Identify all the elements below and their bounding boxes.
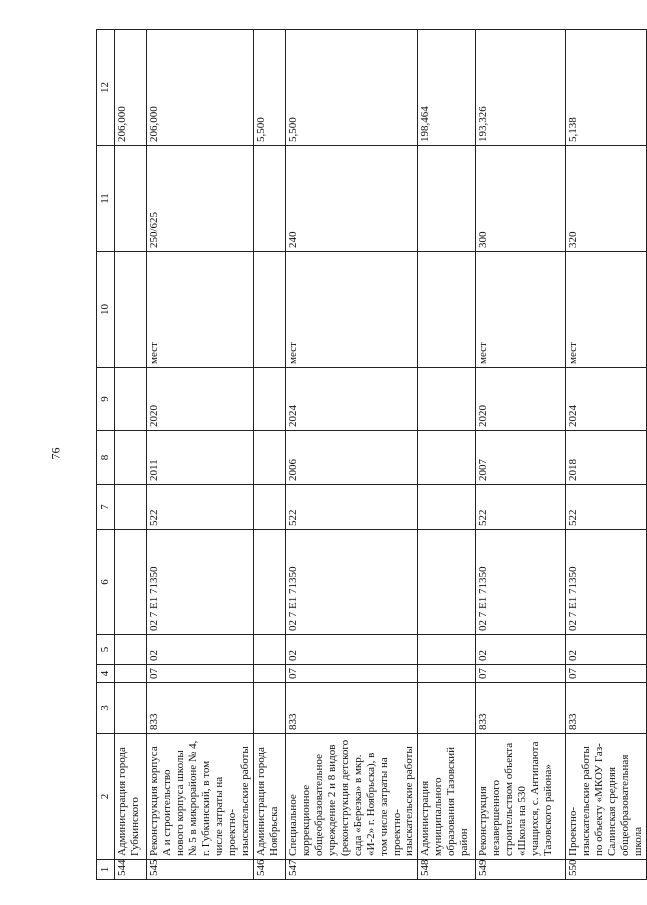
header-cell: 11	[97, 146, 115, 252]
cell: 522	[476, 485, 566, 530]
cell	[253, 146, 285, 252]
cell	[418, 146, 476, 252]
amount-cell: 206,000	[115, 30, 147, 146]
header-cell: 8	[97, 431, 115, 485]
rotated-table-container	[96, 30, 645, 880]
cell: 522	[285, 485, 418, 530]
cell	[253, 683, 285, 734]
cell: 07	[566, 665, 647, 683]
header-row	[97, 30, 115, 880]
page-number: 76	[48, 447, 63, 460]
header-cell: 1	[97, 860, 115, 880]
amount-cell: 193,326	[476, 30, 566, 146]
cell: 833	[566, 683, 647, 734]
cell: 522	[147, 485, 254, 530]
cell: 2024	[566, 368, 647, 431]
cell: 833	[285, 683, 418, 734]
table-row	[253, 30, 285, 880]
cell: 833	[476, 683, 566, 734]
header-cell: 7	[97, 485, 115, 530]
row-number: 548	[418, 860, 476, 880]
amount-cell: 198,464	[418, 30, 476, 146]
cell	[115, 146, 147, 252]
cell: 02	[285, 635, 418, 665]
table-row	[115, 30, 147, 880]
cell: 02 7 E1 71350	[285, 530, 418, 635]
cell	[115, 431, 147, 485]
row-number: 550	[566, 860, 647, 880]
cell: 2006	[285, 431, 418, 485]
object-name: Реконструкция корпуса А и строительство нового корпуса школы № 5 в микрорайоне № 4, г. Губкинский, в том числе затраты на проектно-изыскательские работы	[147, 734, 254, 860]
cell: 250/625	[147, 146, 254, 252]
cell: 02 7 E1 71350	[476, 530, 566, 635]
cell: 02 7 E1 71350	[566, 530, 647, 635]
row-number: 545	[147, 860, 254, 880]
cell	[253, 665, 285, 683]
cell	[115, 252, 147, 368]
amount-cell: 206,000	[147, 30, 254, 146]
amount-cell: 5,138	[566, 30, 647, 146]
cell: 2007	[476, 431, 566, 485]
cell	[418, 252, 476, 368]
cell: 07	[147, 665, 254, 683]
cell	[418, 665, 476, 683]
header-cell: 2	[97, 734, 115, 860]
cell	[418, 431, 476, 485]
cell	[253, 252, 285, 368]
cell	[253, 485, 285, 530]
cell: 522	[566, 485, 647, 530]
cell: 02	[147, 635, 254, 665]
cell: 833	[147, 683, 254, 734]
cell	[115, 665, 147, 683]
cell: мест	[476, 252, 566, 368]
table-row	[566, 30, 647, 880]
row-number: 549	[476, 860, 566, 880]
object-name: Специальное коррекционное общеобразовательное учреждение 2 и 8 видов (реконструкция детского сада «Березка» в мкр. «И-2» г. Ноябрьска), в том числе затраты на проектно-изыскательские работы	[285, 734, 418, 860]
amount-cell: 5,500	[285, 30, 418, 146]
object-name: Администрация города Губкинского	[115, 734, 147, 860]
cell	[253, 431, 285, 485]
cell: 07	[285, 665, 418, 683]
cell	[115, 368, 147, 431]
header-cell: 10	[97, 252, 115, 368]
cell	[253, 368, 285, 431]
row-number: 546	[253, 860, 285, 880]
table-row	[476, 30, 566, 880]
amount-cell: 5,500	[253, 30, 285, 146]
cell	[418, 485, 476, 530]
cell: 02	[476, 635, 566, 665]
cell: мест	[147, 252, 254, 368]
cell	[253, 530, 285, 635]
header-cell: 12	[97, 30, 115, 146]
cell: 2018	[566, 431, 647, 485]
cell	[115, 485, 147, 530]
cell: 02 7 E1 71350	[147, 530, 254, 635]
cell	[418, 530, 476, 635]
header-cell: 5	[97, 635, 115, 665]
object-name: Администрация города Ноябрьска	[253, 734, 285, 860]
object-name: Проектно-изыскательские работы по объекту «МКОУ Газ-Салинская средняя общеобразовательная школа	[566, 734, 647, 860]
cell	[115, 635, 147, 665]
cell: 2020	[147, 368, 254, 431]
object-name: Администрация муниципального образования Тазовский район	[418, 734, 476, 860]
cell: мест	[285, 252, 418, 368]
cell	[418, 368, 476, 431]
cell: мест	[566, 252, 647, 368]
cell	[418, 635, 476, 665]
table-row	[285, 30, 418, 880]
table-row	[147, 30, 254, 880]
row-number: 547	[285, 860, 418, 880]
cell: 320	[566, 146, 647, 252]
cell	[115, 683, 147, 734]
object-name: Реконструкция незавершенного строительством объекта «Школа на 530 учащихся, с. Антипаюта Тазовского района»	[476, 734, 566, 860]
cell	[418, 683, 476, 734]
header-cell: 3	[97, 683, 115, 734]
header-cell: 9	[97, 368, 115, 431]
table-row	[418, 30, 476, 880]
cell	[115, 530, 147, 635]
header-cell: 6	[97, 530, 115, 635]
cell: 2011	[147, 431, 254, 485]
budget-table	[96, 29, 647, 880]
cell: 2024	[285, 368, 418, 431]
row-number: 544	[115, 860, 147, 880]
header-cell: 4	[97, 665, 115, 683]
cell	[253, 635, 285, 665]
cell: 300	[476, 146, 566, 252]
cell: 02	[566, 635, 647, 665]
cell: 2020	[476, 368, 566, 431]
cell: 240	[285, 146, 418, 252]
cell: 07	[476, 665, 566, 683]
